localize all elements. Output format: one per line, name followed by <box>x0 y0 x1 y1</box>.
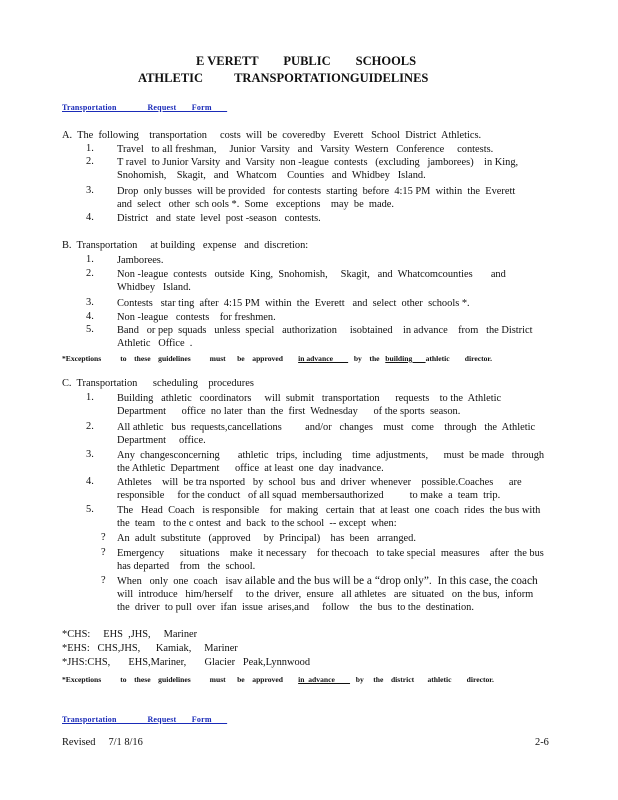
section-b-item-1-number: 1. <box>86 254 94 265</box>
section-b-item-2-number: 2. <box>86 268 94 279</box>
section-a-item-3: Drop only busses will be provided for contests starting before 4:15 PM within the Everett and select other sch ools *. Some exceptions may be made. <box>117 186 516 210</box>
section-b-item-2: Non -league contests outside King, Snohomish, Skagit, and Whatcomcounties and Whidbey Island. <box>117 269 506 293</box>
exceptions-note-2: *Exceptions to these guidelines must be approved in advance by the district athletic director. <box>62 675 494 684</box>
transportation-request-form-link-bottom[interactable]: Transportation Request Form <box>62 715 228 724</box>
sub-bullet-1: An adult substitute (approved by Principal) has been arranged. <box>117 533 416 544</box>
section-a-item-2-number: 2. <box>86 156 94 167</box>
revised-date: Revised 7/1 8/16 <box>62 737 143 748</box>
section-a-item-1-number: 1. <box>86 143 94 154</box>
ehs-schools: *EHS: CHS,JHS, Kamiak, Mariner <box>62 643 238 654</box>
sub-bullet-2: Emergency situations make it necessary for thecoach to take special measures after the bus has departed from the school. <box>117 548 544 572</box>
section-c-item-2-number: 2. <box>86 421 94 432</box>
section-b-item-3-number: 3. <box>86 297 94 308</box>
chs-schools: *CHS: EHS ,JHS, Mariner <box>62 629 198 640</box>
section-b-item-1: Jamborees. <box>117 255 164 266</box>
sub-bullet-1-marker: ? <box>101 532 106 543</box>
title-line-1: E VERETT PUBLIC SCHOOLS <box>196 54 417 68</box>
section-b-heading: B. Transportation at building expense and discretion: <box>62 240 309 251</box>
section-c-item-1: Building athletic coordinators will submit transportation requests to the Athletic Department office no later than the first Wednesday of the sports season. <box>117 393 502 417</box>
page-number: 2-6 <box>535 737 549 748</box>
section-c-item-5: The Head Coach is responsible for making certain that at least one coach rides the bus with the team to the c ontest and back to the school -- except when: <box>117 505 541 529</box>
section-b-item-5-number: 5. <box>86 324 94 335</box>
exceptions-note-1: *Exceptions to these guidelines must be approved in advance by the building athletic director. <box>62 354 493 363</box>
section-c-item-5-number: 5. <box>86 504 94 515</box>
sub-bullet-3: When only one coach isav ailable and the bus will be a “drop only”. In this case, the coach will introduce him/herself to the driver, ensure all athletes are situated on the bus, inform the driver to pull over ifan issue arises,and follow the bus to the destination. <box>117 575 538 613</box>
section-a-item-4: District and state level post -season contests. <box>117 213 321 224</box>
section-c-heading: C. Transportation scheduling procedures <box>62 378 254 389</box>
section-b-item-3: Contests star ting after 4:15 PM within the Everett and select other schools *. <box>117 298 470 309</box>
section-a-item-3-number: 3. <box>86 185 94 196</box>
jhs-schools: *JHS:CHS, EHS,Mariner, Glacier Peak,Lynnwood <box>62 657 311 668</box>
section-a-item-1: Travel to all freshman, Junior Varsity and Varsity Western Conference contests. <box>117 144 494 155</box>
section-b-item-5: Band or pep squads unless special authorization isobtained in advance from the District Athletic Office . <box>117 325 533 349</box>
section-c-item-3-number: 3. <box>86 449 94 460</box>
section-a-heading: A. The following transportation costs will be coveredby Everett School District Athletics. <box>62 130 482 141</box>
section-c-item-4: Athletes will be tra nsported by school bus and driver whenever possible.Coaches are responsible for the conduct of all squad membersauthorized to make a team trip. <box>117 477 522 501</box>
section-c-item-3: Any changesconcerning athletic trips, including time adjustments, must be made through the Athletic Department office at least one day inadvance. <box>117 450 545 474</box>
sub-bullet-2-marker: ? <box>101 547 106 558</box>
sub-bullet-3-marker: ? <box>101 575 106 586</box>
title-line-2: ATHLETIC TRANSPORTATIONGUIDELINES <box>138 71 429 85</box>
section-b-item-4: Non -league contests for freshmen. <box>117 312 276 323</box>
section-a-item-4-number: 4. <box>86 212 94 223</box>
section-c-item-4-number: 4. <box>86 476 94 487</box>
transportation-request-form-link-top[interactable]: Transportation Request Form <box>62 103 228 112</box>
section-c-item-2: All athletic bus requests,cancellations and/or changes must come through the Athletic Department office. <box>117 422 536 446</box>
section-b-item-4-number: 4. <box>86 311 94 322</box>
section-a-item-2: T ravel to Junior Varsity and Varsity non -league contests (excluding jamborees) in King, Snohomish, Skagit, and Whatcom Counties and Whidbey Island. <box>117 157 519 181</box>
section-c-item-1-number: 1. <box>86 392 94 403</box>
